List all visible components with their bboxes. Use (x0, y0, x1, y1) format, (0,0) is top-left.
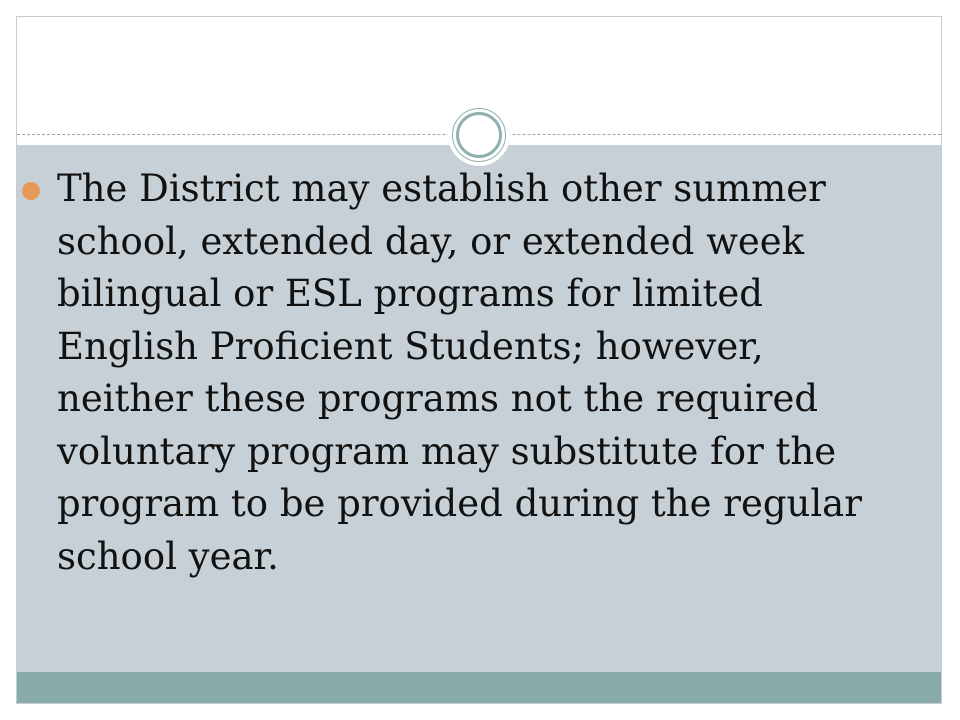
footer-band (17, 672, 941, 703)
bullet-text: The District may establish other summer school, extended day, or extended week bilingual or ESL programs for limited English Proficient Students; however, neither these programs not the required voluntary program may substitute for the program to be provided during the regular school year. (57, 167, 862, 578)
ornament-inner-ring (456, 112, 502, 158)
bullet-marker-icon (22, 182, 40, 200)
